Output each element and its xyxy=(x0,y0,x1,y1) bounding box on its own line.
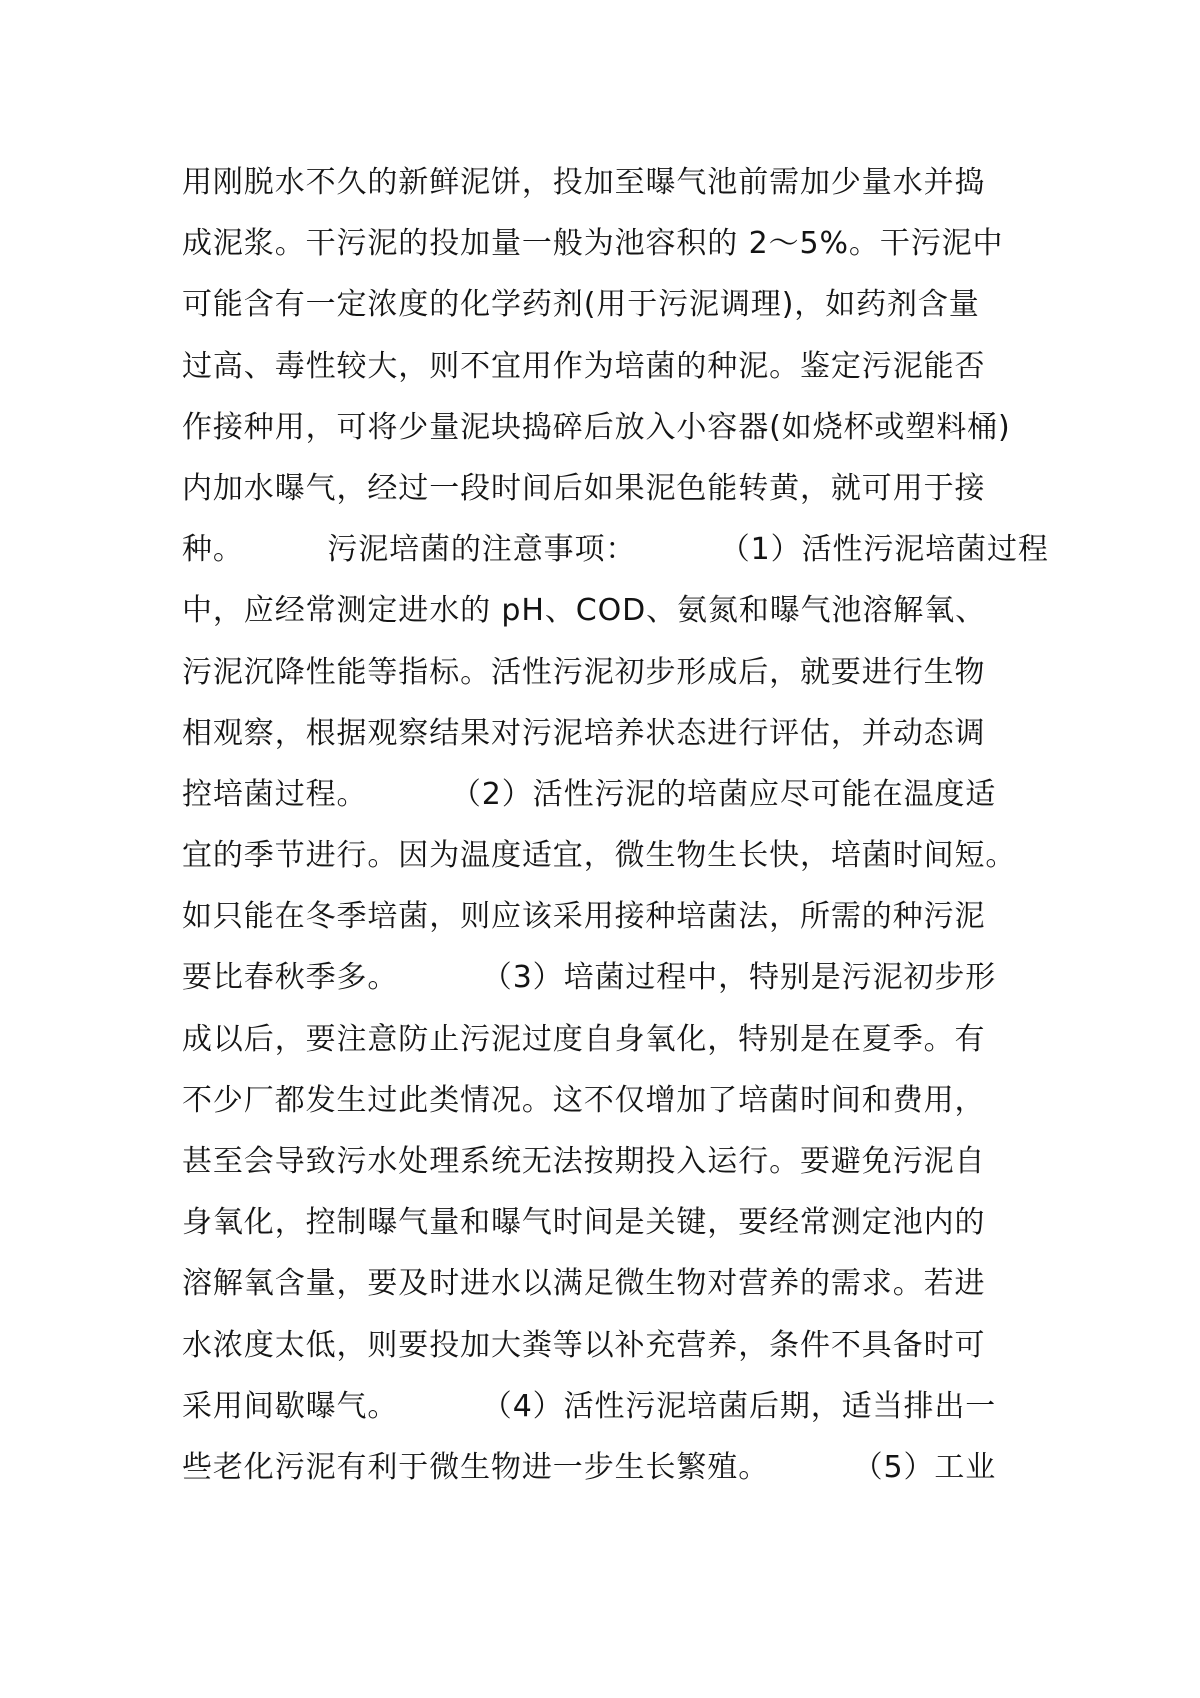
text-line: 控培菌过程。 （2）活性污泥的培菌应尽可能在温度适 xyxy=(182,776,997,812)
text-line: 些老化污泥有利于微生物进一步生长繁殖。 （5）工业 xyxy=(182,1449,997,1485)
text-line: 宜的季节进行。因为温度适宜，微生物生长快，培菌时间短。 xyxy=(182,838,1017,874)
text-line: 如只能在冬季培菌，则应该采用接种培菌法，所需的种污泥 xyxy=(182,899,986,935)
text-line: 过高、毒性较大，则不宜用作为培菌的种泥。鉴定污泥能否 xyxy=(182,348,986,384)
text-line: 溶解氧含量，要及时进水以满足微生物对营养的需求。若进 xyxy=(182,1266,986,1302)
text-line: 种。 污泥培菌的注意事项： （1）活性污泥培菌过程 xyxy=(182,532,1049,568)
text-line: 用刚脱水不久的新鲜泥饼，投加至曝气池前需加少量水并捣 xyxy=(182,165,986,200)
text-line: 成泥浆。干污泥的投加量一般为池容积的 2～5%。干污泥中 xyxy=(182,226,1004,262)
text-line: 成以后，要注意防止污泥过度自身氧化，特别是在夏季。有 xyxy=(182,1021,986,1057)
text-line: 污泥沉降性能等指标。活性污泥初步形成后，就要进行生物 xyxy=(182,654,986,690)
text-line: 采用间歇曝气。 （4）活性污泥培菌后期，适当排出一 xyxy=(182,1388,997,1424)
text-line: 不少厂都发生过此类情况。这不仅增加了培菌时间和费用， xyxy=(182,1082,986,1118)
text-line: 相观察，根据观察结果对污泥培养状态进行评估，并动态调 xyxy=(182,715,986,751)
text-line: 要比春秋季多。 （3）培菌过程中，特别是污泥初步形 xyxy=(182,960,997,996)
text-line: 可能含有一定浓度的化学药剂(用于污泥调理)，如药剂含量 xyxy=(182,287,980,323)
text-line: 水浓度太低，则要投加大粪等以补充营养，条件不具备时可 xyxy=(182,1327,986,1363)
text-line: 甚至会导致污水处理系统无法按期投入运行。要避免污泥自 xyxy=(182,1144,986,1179)
body-text xyxy=(182,152,1049,1498)
text-line: 身氧化，控制曝气量和曝气时间是关键，要经常测定池内的 xyxy=(182,1205,986,1241)
text-line: 内加水曝气，经过一段时间后如果泥色能转黄，就可用于接 xyxy=(182,470,986,506)
text-line: 中，应经常测定进水的 pH、COD、氨氮和曝气池溶解氧、 xyxy=(182,593,986,629)
text-line: 作接种用，可将少量泥块捣碎后放入小容器(如烧杯或塑料桶) xyxy=(182,409,1011,445)
